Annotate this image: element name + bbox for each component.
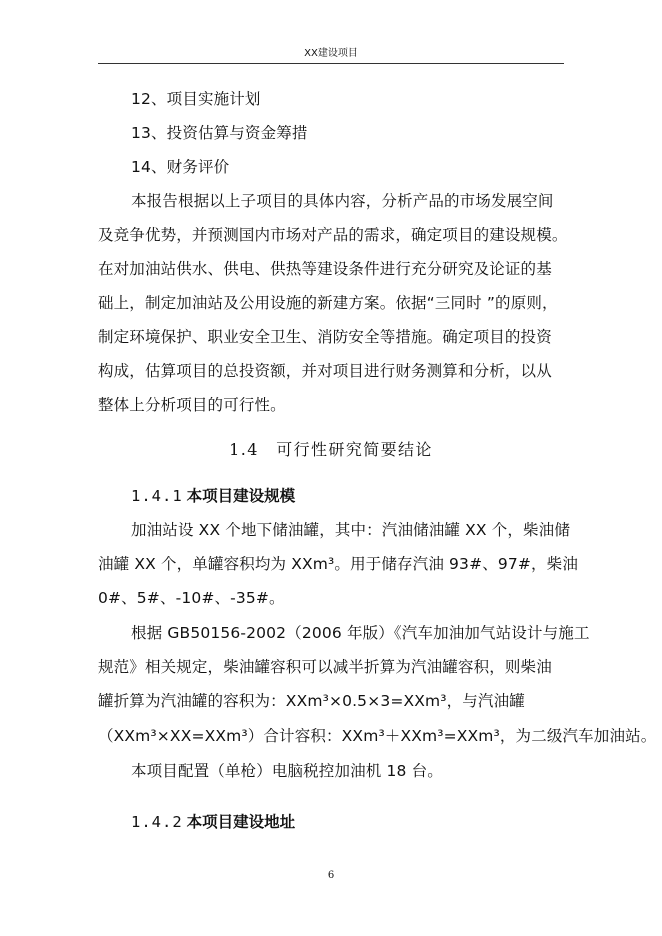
subsection-heading [131,486,564,506]
subsection-title: 本项目建设地址 [186,813,296,831]
page-header: XX建设项目 [98,46,564,64]
paragraph-line: 加油站设 XX 个地下储油罐，其中：汽油储油罐 XX 个，柴油储 [131,521,570,539]
paragraph-line: 构成，估算项目的总投资额，并对项目进行财务测算和分析，以从 [98,362,552,380]
section-title: 1.4 可行性研究简要结论 [229,440,433,459]
list-item: 12、项目实施计划 [131,90,261,108]
paragraph-line: 根据 GB50156-2002（2006 年版）《汽车加油加气站设计与施工 [131,624,590,642]
paragraph-line: 本报告根据以上子项目的具体内容，分析产品的市场发展空间 [131,192,554,210]
subsection-title: 本项目建设规模 [186,487,296,505]
paragraph-line: 在对加油站供水、供电、供热等建设条件进行充分研究及论证的基 [98,260,552,278]
paragraph-line: 及竞争优势，并预测国内市场对产品的需求，确定项目的建设规模。 [98,226,568,244]
paragraph-line: 整体上分析项目的可行性。 [98,396,286,414]
paragraph-line: 制定环境保护、职业安全卫生、消防安全等措施。确定项目的投资 [98,328,552,346]
subsection-number: 1.4.1 [131,487,183,505]
paragraph-line: 本项目配置（单枪）电脑税控加油机 18 台。 [131,762,443,780]
paragraph-line: （XXm³×XX=XXm³）合计容积：XXm³＋XXm³=XXm³，为二级汽车加油站。 [98,727,657,745]
list-item: 14、财务评价 [131,158,230,176]
paragraph-line: 规范》相关规定，柴油罐容积可以减半折算为汽油罐容积，则柴油 [98,658,552,676]
list-item: 13、投资估算与资金筹措 [131,124,308,142]
subsection-heading [131,812,564,832]
paragraph-line: 础上，制定加油站及公用设施的新建方案。依据“三同时 ”的原则， [98,294,558,312]
subsection-number: 1.4.2 [131,813,183,831]
paragraph-line: 罐折算为汽油罐的容积为：XXm³×0.5×3=XXm³，与汽油罐 [98,692,525,710]
paragraph-line: 0#、5#、-10#、-35#。 [98,589,285,607]
page-number: 6 [327,870,335,881]
paragraph-line: 油罐 XX 个，单罐容积均为 XXm³。用于储存汽油 93#、97#，柴油 [98,555,578,573]
